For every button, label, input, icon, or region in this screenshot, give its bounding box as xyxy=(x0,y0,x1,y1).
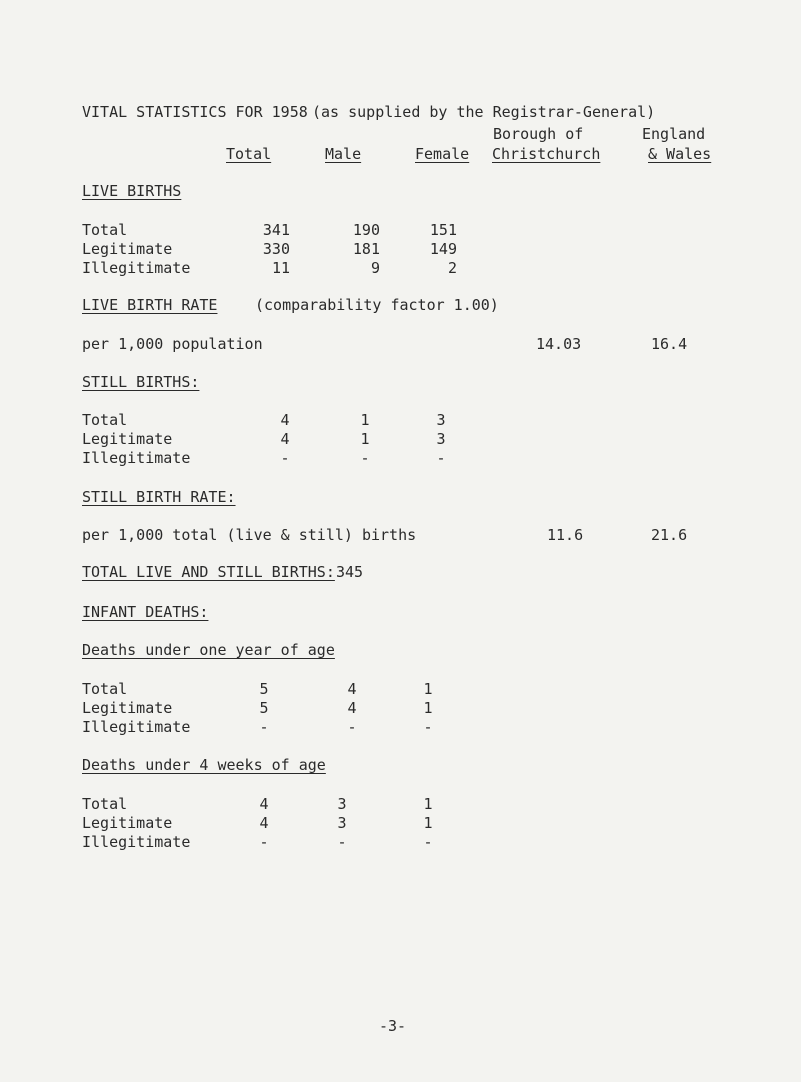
live-births-row-label: Total xyxy=(82,221,128,239)
deaths-under-one-year-heading: Deaths under one year of age xyxy=(82,641,335,659)
supplied-note: (as supplied by the Registrar-General) xyxy=(312,103,656,121)
live-birth-rate-england: 16.4 xyxy=(651,335,688,353)
deaths-year-female: - xyxy=(423,718,433,736)
still-births-male: 1 xyxy=(360,430,370,448)
deaths-weeks-total: - xyxy=(259,833,269,851)
deaths-year-male: - xyxy=(347,718,357,736)
live-births-female: 149 xyxy=(429,240,457,258)
still-birth-rate-label: per 1,000 total (live & still) births xyxy=(82,526,417,544)
deaths-under-four-weeks-heading: Deaths under 4 weeks of age xyxy=(82,756,326,774)
live-birth-rate-borough: 14.03 xyxy=(536,335,582,353)
deaths-year-female: 1 xyxy=(423,680,433,698)
still-births-heading: STILL BIRTHS: xyxy=(82,373,200,391)
live-birth-rate-label: per 1,000 population xyxy=(82,335,263,353)
page-title: VITAL STATISTICS FOR 1958 xyxy=(82,103,308,121)
header-england-line2: & Wales xyxy=(648,145,712,163)
still-births-female: - xyxy=(436,449,446,467)
deaths-year-male: 4 xyxy=(347,699,357,717)
deaths-weeks-total: 4 xyxy=(259,795,269,813)
live-births-female: 151 xyxy=(429,221,457,239)
deaths-year-male: 4 xyxy=(347,680,357,698)
still-births-female: 3 xyxy=(436,411,446,429)
live-births-male: 181 xyxy=(352,240,380,258)
still-birth-rate-borough: 11.6 xyxy=(547,526,584,544)
page-number: -3- xyxy=(379,1017,407,1035)
live-births-total: 341 xyxy=(262,221,290,239)
infant-deaths-heading: INFANT DEATHS: xyxy=(82,603,209,621)
still-births-total: - xyxy=(280,449,290,467)
deaths-weeks-total: 4 xyxy=(259,814,269,832)
deaths-weeks-row-label: Legitimate xyxy=(82,814,173,832)
live-births-male: 9 xyxy=(370,259,380,277)
still-births-total: 4 xyxy=(280,411,290,429)
live-births-total: 11 xyxy=(271,259,290,277)
still-births-row-label: Illegitimate xyxy=(82,449,191,467)
live-births-female: 2 xyxy=(447,259,457,277)
deaths-year-row-label: Illegitimate xyxy=(82,718,191,736)
deaths-year-female: 1 xyxy=(423,699,433,717)
header-borough-line2: Christchurch xyxy=(492,145,601,163)
header-england-line1: England xyxy=(642,125,706,143)
deaths-year-total: 5 xyxy=(259,699,269,717)
deaths-weeks-row-label: Illegitimate xyxy=(82,833,191,851)
deaths-weeks-row-label: Total xyxy=(82,795,128,813)
still-birth-rate-heading: STILL BIRTH RATE: xyxy=(82,488,236,506)
total-live-still-value: 345 xyxy=(336,563,364,581)
header-borough-line1: Borough of xyxy=(493,125,584,143)
total-live-still-heading: TOTAL LIVE AND STILL BIRTHS: xyxy=(82,563,335,581)
deaths-weeks-male: 3 xyxy=(337,795,347,813)
still-births-total: 4 xyxy=(280,430,290,448)
deaths-weeks-male: - xyxy=(337,833,347,851)
live-births-heading: LIVE BIRTHS xyxy=(82,182,182,200)
still-births-row-label: Legitimate xyxy=(82,430,173,448)
deaths-weeks-female: - xyxy=(423,833,433,851)
still-births-female: 3 xyxy=(436,430,446,448)
still-birth-rate-england: 21.6 xyxy=(651,526,688,544)
deaths-year-row-label: Legitimate xyxy=(82,699,173,717)
live-birth-rate-note: (comparability factor 1.00) xyxy=(255,296,499,314)
deaths-year-total: 5 xyxy=(259,680,269,698)
still-births-male: 1 xyxy=(360,411,370,429)
live-births-row-label: Illegitimate xyxy=(82,259,191,277)
header-male: Male xyxy=(325,145,362,163)
live-births-row-label: Legitimate xyxy=(82,240,173,258)
still-births-row-label: Total xyxy=(82,411,128,429)
live-births-total: 330 xyxy=(262,240,290,258)
deaths-weeks-female: 1 xyxy=(423,814,433,832)
header-female: Female xyxy=(415,145,470,163)
deaths-weeks-female: 1 xyxy=(423,795,433,813)
live-births-male: 190 xyxy=(352,221,380,239)
deaths-year-total: - xyxy=(259,718,269,736)
live-birth-rate-heading: LIVE BIRTH RATE xyxy=(82,296,218,314)
still-births-male: - xyxy=(360,449,370,467)
deaths-weeks-male: 3 xyxy=(337,814,347,832)
header-total: Total xyxy=(226,145,272,163)
deaths-year-row-label: Total xyxy=(82,680,128,698)
